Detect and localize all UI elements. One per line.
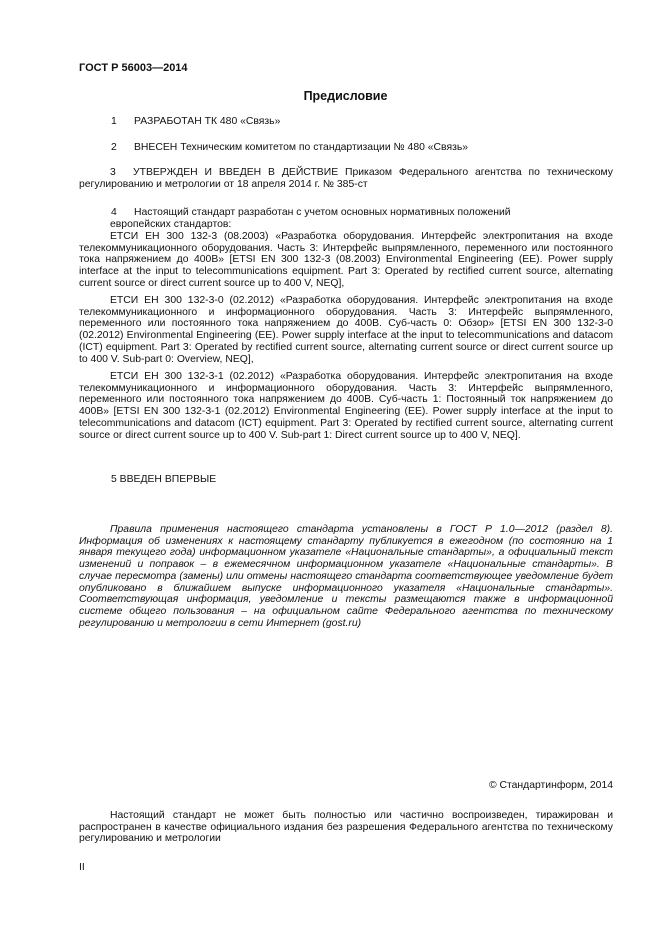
standard-reference-1: ЕТСИ ЕН 300 132-3 (08.2003) «Разработка оборудования. Интерфейс электропитания на входе телекоммуникационного оборудования. Часть 3: Интерфейс выпрямленного, переменного или постоянного тока напряжением до 400В» [ETSI EN 300 132-3 (08.2003) Environmental Engineering (EE). Power supply interface at the input to telecommunications equipment. Part 3: Operated by rectified current source, alternating current source or direct current source up to 400 V, NEQ], xyxy=(79,231,613,289)
standard-reference-2: ЕТСИ ЕН 300 132-3-0 (02.2012) «Разработка оборудования. Интерфейс электропитания на входе телекоммуникационного и информационного оборудования. Часть 3: Интерфейс выпрямленного, переменного или постоянного тока напряжением до 400В. Суб-часть 0: Обзор» [ETSI EN 300 132-3-0 (02.2012) Environmental Engineering (EE). Power supply interface at the input to telecommunications and datacom (ICT) equipment. Part 3: Operated by rectified current source, alternating current source or direct current source up to 400 V. Sub-part 0: Overview, NEQ], xyxy=(79,295,613,365)
page-title-text: Предисловие xyxy=(303,89,388,103)
item-number: 3 xyxy=(110,167,116,178)
page-title xyxy=(0,89,661,103)
item-number: 4 xyxy=(111,207,117,218)
foreword-item-2 xyxy=(111,142,468,154)
item-number: 2 xyxy=(111,142,117,153)
item-text: ВНЕСЕН Техническим комитетом по стандартизации № 480 «Связь» xyxy=(134,142,469,153)
item-text: РАЗРАБОТАН ТК 480 «Связь» xyxy=(134,116,281,127)
item-text: УТВЕРЖДЕН И ВВЕДЕН В ДЕЙСТВИЕ Приказом Федерального агентства по техническому регулированию и метрологии от 18 апреля 2014 г. № 385-ст xyxy=(79,167,613,190)
foreword-item-3 xyxy=(79,167,613,190)
standard-reference-3: ЕТСИ ЕН 300 132-3-1 (02.2012) «Разработка оборудования. Интерфейс электропитания на входе телекоммуникационного и информационного оборудования. Часть 3: Интерфейс выпрямленного, переменного или постоянного тока напряжением до 400В. Суб-часть 1: Постоянный ток напряжением до 400В» [ETSI EN 300 132-3-1 (02.2012) Environmental Engineering (EE). Power supply interface at the input to telecommunications and datacom (ICT) equipment. Part 3: Operated by rectified current source, alternating current source or direct current source up to 400 V. Sub-part 1: Direct current source up to 400 V, NEQ]. xyxy=(79,371,613,441)
page-number: II xyxy=(79,862,85,873)
copyright: © Стандартинформ, 2014 xyxy=(488,780,613,791)
item-number: 1 xyxy=(111,116,117,127)
foreword-item-1 xyxy=(111,116,280,128)
foreword-item-4-intro-cont: европейских стандартов: xyxy=(110,219,232,230)
rights-notice: Настоящий стандарт не может быть полностью или частично воспроизведен, тиражирован и распространен в качестве официального издания без разрешения Федерального агентства по техническому регулированию и метрологии xyxy=(79,810,613,845)
usage-notice: Правила применения настоящего стандарта установлены в ГОСТ Р 1.0—2012 (раздел 8). Информация об изменениях к настоящему стандарту публикуется в ежегодном (по состоянию на 1 января текущего года) информационном указателе «Национальные стандарты», а официальный текст изменений и поправок – в ежемесячном информационном указателе «Национальные стандарты». В случае пересмотра (замены) или отмены настоящего стандарта соответствующее уведомление будет опубликовано в ближайшем выпуске информационного указателя «Национальные стандарты». Соответствующая информация, уведомление и тексты размещаются также в информационной системе общего пользования – на официальном сайте Федерального агентства по техническому регулированию и метрологии в сети Интернет (gost.ru) xyxy=(79,524,613,629)
foreword-item-5: 5 ВВЕДЕН ВПЕРВЫЕ xyxy=(111,474,217,485)
foreword-item-4-intro xyxy=(111,207,511,219)
document-code: ГОСТ Р 56003—2014 xyxy=(79,62,188,74)
item-text: Настоящий стандарт разработан с учетом основных нормативных положений xyxy=(134,207,511,218)
